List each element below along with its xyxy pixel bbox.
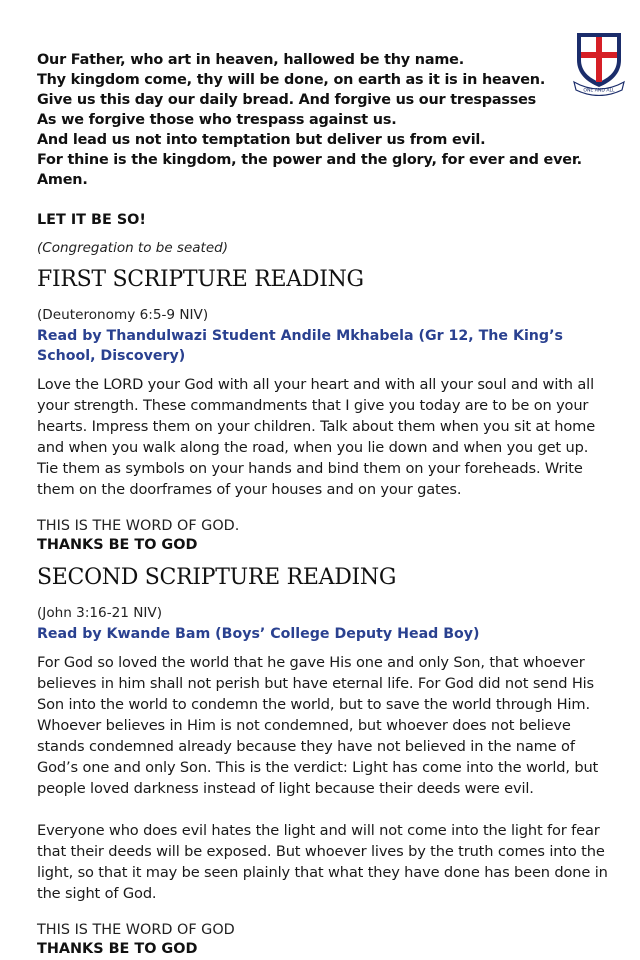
crest-motto: ONE AND ALL [583, 88, 615, 94]
section-heading: SECOND SCRIPTURE READING [37, 565, 397, 590]
prayer-line: Our Father, who art in heaven, hallowed be thy name. [37, 52, 464, 68]
lords-prayer [37, 50, 609, 190]
scripture-reference: (Deuteronomy 6:5-9 NIV) [37, 307, 209, 323]
section-heading: FIRST SCRIPTURE READING [37, 267, 364, 292]
word-of-god-line: THIS IS THE WORD OF GOD. [37, 518, 240, 534]
prayer-line: Thy kingdom come, thy will be done, on earth as it is in heaven. [37, 72, 546, 88]
congregation-note: (Congregation to be seated) [37, 240, 228, 256]
scripture-paragraph: Love the LORD your God with all your heart and with all your soul and with all your strength. These commandments that I give you today are to be on your hearts. Impress them on your children. Talk about them when you sit at home and when you walk along the road, when you lie down and when you get up. Tie them as symbols on your hands and bind them on your foreheads. Write them on the doorframes of your houses and on your gates. [37, 376, 596, 498]
thanks-response: THANKS BE TO GOD [37, 537, 198, 553]
second-reading-section [37, 563, 609, 959]
scripture-paragraph: Everyone who does evil hates the light and will not come into the light for fear that their deeds will be exposed. But whoever lives by the truth comes into the light, so that it may be seen plainly that what they have done has been done in the sight of God. [37, 822, 608, 902]
prayer-line: For thine is the kingdom, the power and the glory, for ever and ever. [37, 152, 582, 168]
reader-credit: Read by Kwande Bam (Boys’ College Deputy Head Boy) [37, 626, 480, 642]
scripture-text [37, 374, 609, 500]
first-reading-section [37, 265, 609, 555]
word-of-god-line: THIS IS THE WORD OF GOD [37, 922, 235, 938]
prayer-line: As we forgive those who trespass against us. [37, 112, 397, 128]
prayer-line: And lead us not into temptation but deliver us from evil. [37, 132, 486, 148]
thanks-response: THANKS BE TO GOD [37, 941, 198, 957]
scripture-text [37, 652, 609, 904]
scripture-reference: (John 3:16-21 NIV) [37, 605, 163, 621]
prayer-line: Give us this day our daily bread. And forgive us our trespasses [37, 92, 537, 108]
scripture-paragraph: For God so loved the world that he gave His one and only Son, that whoever believes in him shall not perish but have eternal life. For God did not send His Son into the world to condemn the world, but to save the world through Him. Whoever believes in Him is not condemned, but whoever does not believe stands condemned already because they have not believed in the name of God’s one and only Son. This is the verdict: Light has come into the world, but people loved darkness instead of light because their deeds were evil. [37, 654, 599, 797]
prayer-response: LET IT BE SO! [37, 212, 146, 228]
order-of-service-page [37, 50, 609, 959]
prayer-line: Amen. [37, 172, 88, 188]
reader-credit: Read by Thandulwazi Student Andile Mkhabela (Gr 12, The King’s School, Discovery) [37, 328, 563, 364]
